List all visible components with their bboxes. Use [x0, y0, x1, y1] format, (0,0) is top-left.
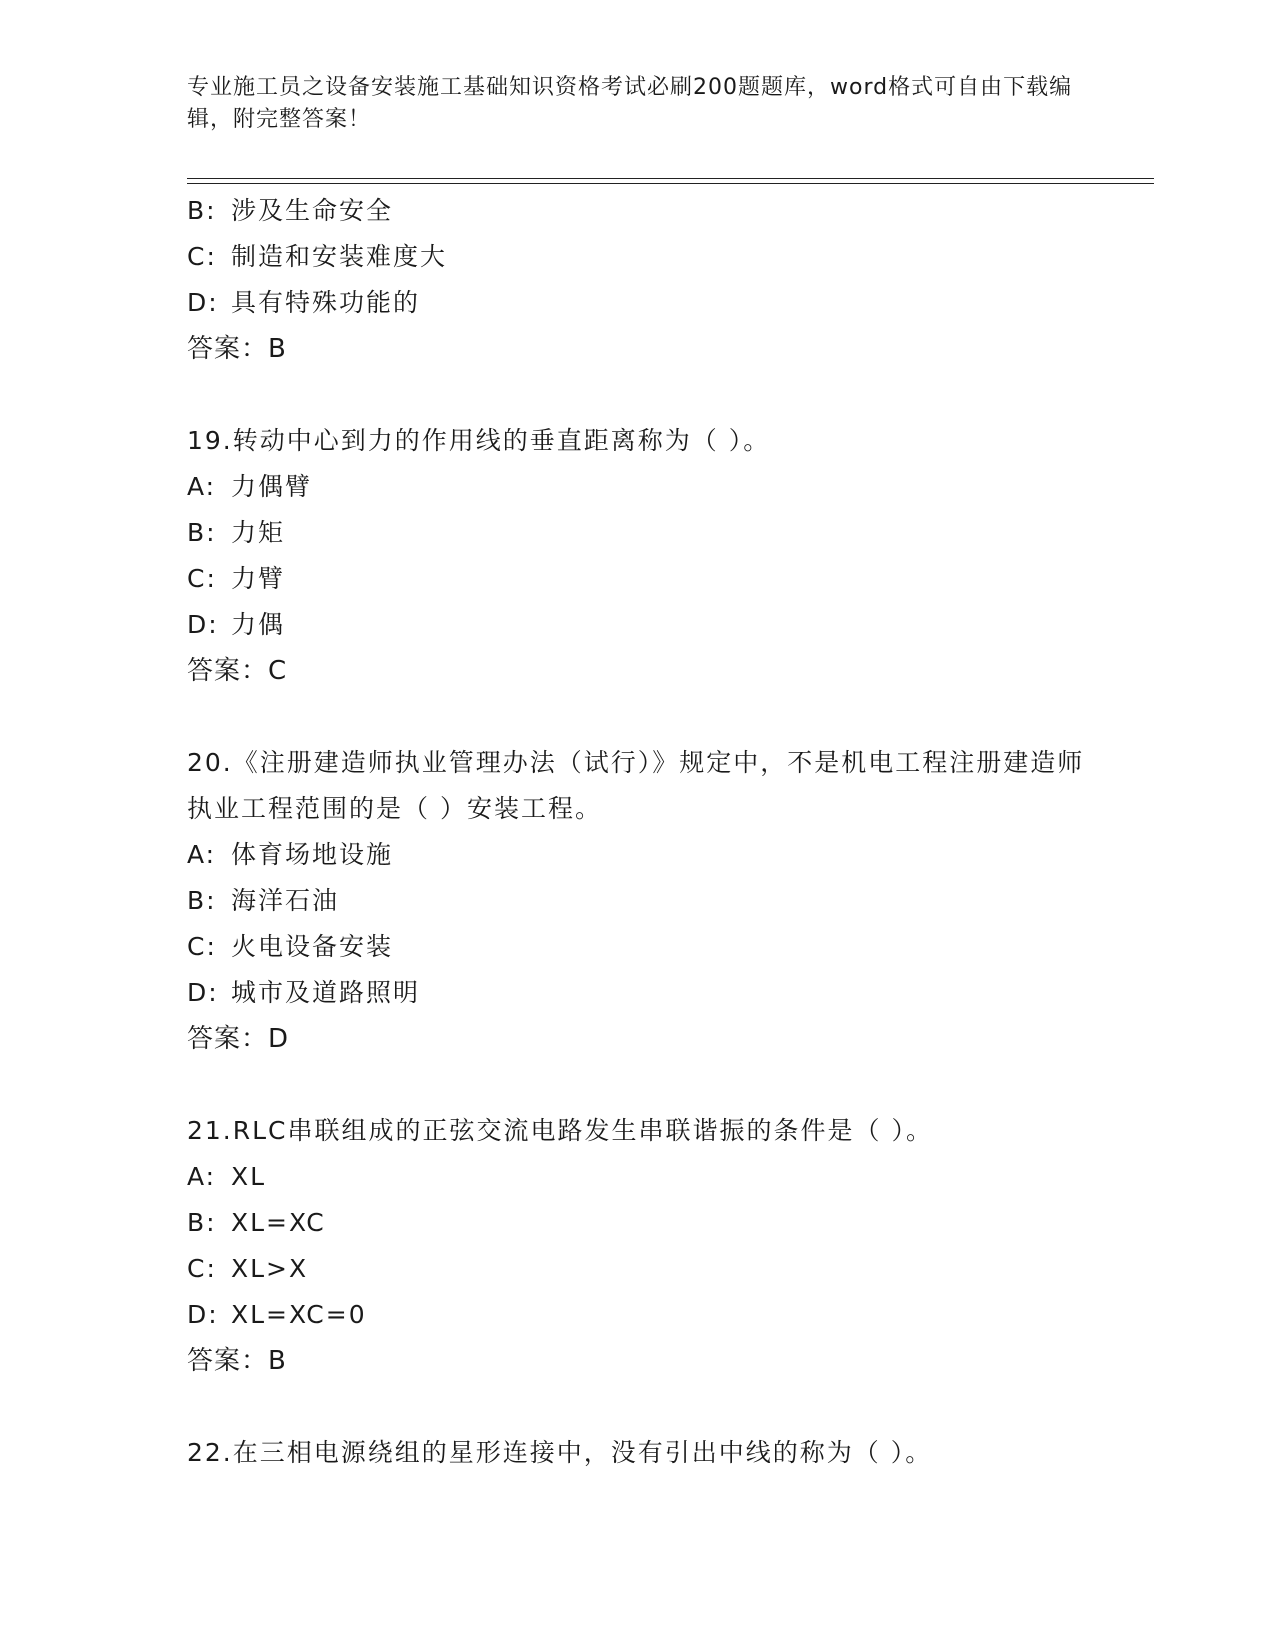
option-letter: B:	[187, 518, 217, 547]
option-text: 海洋石油	[231, 886, 340, 915]
option-letter: D:	[187, 288, 219, 317]
option-letter: B:	[187, 1208, 217, 1237]
option-text: XL	[231, 1162, 267, 1191]
option-item	[187, 602, 1087, 648]
option-item	[187, 832, 1087, 878]
header-rule-bottom	[187, 183, 1154, 184]
option-text: 城市及道路照明	[231, 978, 421, 1007]
option-letter: C:	[187, 564, 217, 593]
option-text: 力矩	[231, 518, 286, 547]
option-text: XL=XC=0	[231, 1300, 367, 1329]
answer-line: 答案：B	[187, 1346, 287, 1376]
option-item	[187, 188, 1087, 234]
answer-line: 答案：B	[187, 334, 287, 364]
option-text: 火电设备安装	[231, 932, 394, 961]
spacer	[187, 1062, 1087, 1108]
question-text: 22.在三相电源绕组的星形连接中，没有引出中线的称为（ ）。	[187, 1438, 933, 1467]
spacer	[187, 694, 1087, 740]
spacer	[187, 372, 1087, 418]
question-text: 21.RLC串联组成的正弦交流电路发生串联谐振的条件是（ ）。	[187, 1116, 933, 1145]
option-letter: A:	[187, 1162, 217, 1191]
option-item	[187, 280, 1087, 326]
option-text: 力偶	[231, 610, 286, 639]
option-item	[187, 924, 1087, 970]
option-text: XL>X	[231, 1254, 309, 1283]
option-item	[187, 556, 1087, 602]
option-item	[187, 464, 1087, 510]
option-letter: C:	[187, 1254, 217, 1283]
option-letter: C:	[187, 932, 217, 961]
header-title: 专业施工员之设备安装施工基础知识资格考试必刷200题题库，word格式可自由下载编辑，附完整答案！	[187, 75, 1073, 132]
option-letter: D:	[187, 978, 219, 1007]
option-item	[187, 234, 1087, 280]
option-text: 具有特殊功能的	[231, 288, 421, 317]
option-text: 力臂	[231, 564, 286, 593]
option-text: XL=XC	[231, 1208, 326, 1237]
option-item	[187, 1200, 1087, 1246]
option-letter: D:	[187, 610, 219, 639]
option-item	[187, 510, 1087, 556]
page-header	[187, 72, 1087, 136]
option-letter: A:	[187, 472, 217, 501]
option-text: 制造和安装难度大	[231, 242, 448, 271]
option-item	[187, 970, 1087, 1016]
option-letter: A:	[187, 840, 217, 869]
option-text: 力偶臂	[231, 472, 313, 501]
option-item	[187, 1246, 1087, 1292]
option-text: 体育场地设施	[231, 840, 394, 869]
option-item	[187, 1154, 1087, 1200]
option-letter: C:	[187, 242, 217, 271]
answer-line: 答案：C	[187, 656, 288, 686]
option-item	[187, 878, 1087, 924]
option-letter: B:	[187, 196, 217, 225]
question-list	[187, 188, 1087, 1476]
option-item	[187, 1292, 1087, 1338]
question-text: 19.转动中心到力的作用线的垂直距离称为（ ）。	[187, 426, 771, 455]
option-letter: B:	[187, 886, 217, 915]
option-text: 涉及生命安全	[231, 196, 394, 225]
spacer	[187, 1384, 1087, 1430]
answer-line: 答案：D	[187, 1024, 290, 1054]
header-rule-top	[187, 178, 1154, 179]
question-text: 20.《注册建造师执业管理办法（试行）》规定中，不是机电工程注册建造师执业工程范围的是（ ）安装工程。	[187, 748, 1085, 823]
option-letter: D:	[187, 1300, 219, 1329]
